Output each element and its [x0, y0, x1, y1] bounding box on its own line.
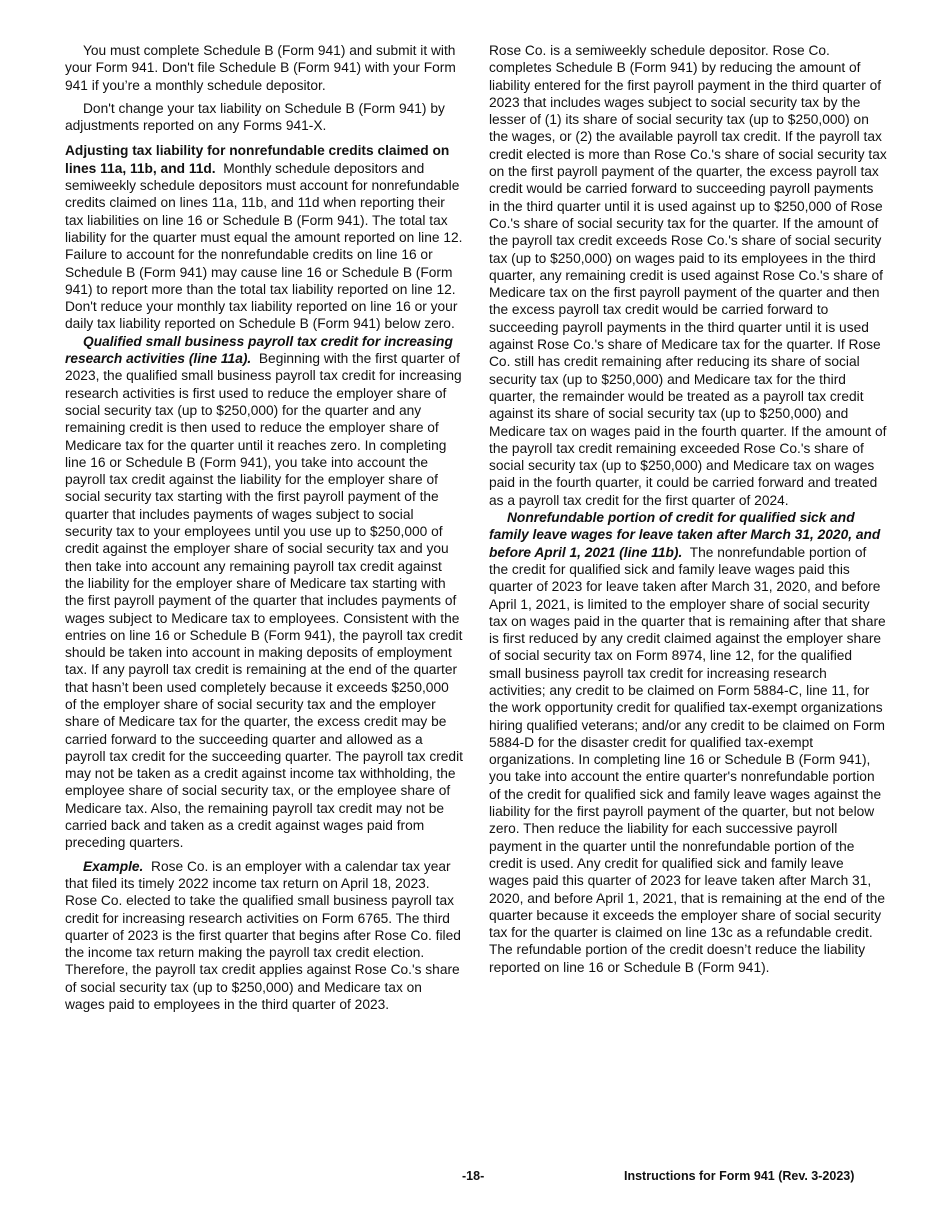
form-title: Instructions for Form 941 (Rev. 3-2023)	[624, 1169, 855, 1183]
research-credit-paragraph	[65, 333, 463, 852]
example-paragraph	[65, 858, 463, 1014]
sick-leave-credit-heading: Nonrefundable portion of credit for qualified sick and family leave wages for leave taken after March 31, 2020, and before April 1, 2021 (line 11b).	[489, 510, 881, 560]
sick-leave-credit-body: The nonrefundable portion of the credit for qualified sick and family leave wages paid this quarter of 2023 for leave taken after March 31, 2020, and before April 1, 2021, is limited to the employer share of social security tax on wages paid in the quarter that is remaining after that share is first reduced by any credit claimed against the employer share of social security tax on Form 8974, line 12, for the qualified small business payroll tax credit for increasing research activities; any credit to be claimed on Form 5884-C, line 11, for the work opportunity credit for qualified tax-exempt organizations hiring qualified veterans; and/or any credit to be claimed on Form 5884-D for the disaster credit for qualified tax-exempt organizations. In completing line 16 or Schedule B (Form 941), you take into account the entire quarter's nonrefundable portion of the credit for qualified sick and family leave wages against the liability for the first payroll payment of the quarter, but not below zero. Then reduce the liability for each successive payroll payment in the quarter until the nonrefundable portion of the credit is used. Any credit for qualified sick and family leave wages paid this quarter of 2023 for leave taken after March 31, 2020, and before April 1, 2021, that is remaining at the end of the quarter because it exceeds the employer share of social security tax for the quarter is claimed on line 13c as a refundable credit. The refundable portion of the credit doesn’t reduce the liability reported on line 16 or Schedule B (Form 941).	[489, 544, 886, 975]
adjusting-liability-body: Monthly schedule depositors and semiweekly schedule depositors must account for nonrefundable credits claimed on lines 11a, 11b, and 11d when reporting their tax liabilities on line 16 or Schedule B (Form 941). The total tax liability for the quarter must equal the amount reported on line 12. Failure to account for the nonrefundable credits on line 16 or Schedule B (Form 941) may cause line 16 or Schedule B (Form 941) to report more than the total tax liability reported on line 12. Don't reduce your monthly tax liability reported on line 16 or your daily tax liability reported on Schedule B (Form 941) below zero.	[65, 160, 463, 332]
schedule-b-paragraph: You must complete Schedule B (Form 941) and submit it with your Form 941. Don't file Schedule B (Form 941) with your Form 941 if you’re a monthly schedule depositor.	[65, 43, 456, 93]
example-body: Rose Co. is an employer with a calendar tax year that filed its timely 2022 income tax return on April 18, 2023. Rose Co. elected to take the qualified small business payroll tax credit for increasing research activities on Form 6765. The third quarter of 2023 is the first quarter that begins after Rose Co. filed the income tax return making the payroll tax credit election. Therefore, the payroll tax credit applies against Rose Co.'s share of social security tax (up to $250,000) and Medicare tax on wages paid to employees in the third quarter of 2023.	[65, 858, 461, 1013]
research-credit-heading: Qualified small business payroll tax credit for increasing research activities (line 11a).	[65, 333, 453, 367]
no-change-paragraph: Don't change your tax liability on Schedule B (Form 941) by adjustments reported on any Forms 941-X.	[65, 100, 445, 134]
sick-leave-credit-paragraph	[489, 509, 887, 976]
rose-co-paragraph: Rose Co. is a semiweekly schedule depositor. Rose Co. completes Schedule B (Form 941) by reducing the amount of liability entered for the first payroll payment in the third quarter of 2023 that includes wages subject to social security tax by the lesser of (1) its share of social security tax (up to $250,000) on the wages, or (2) the available payroll tax credit. If the payroll tax credit elected is more than Rose Co.'s share of social security tax on the first payroll payment of the quarter, the excess payroll tax credit would be carried forward to succeeding payroll payments in the third quarter until it is used against up to $250,000 of Rose Co.'s share of social security tax for the quarter. If the amount of the payroll tax credit exceeds Rose Co.'s share of social security tax (up to $250,000) on wages paid to its employees in the third quarter, any remaining credit is used against Rose Co.'s share of Medicare tax on the first payroll payment of the quarter and then the excess payroll tax credit would be carried forward to succeeding payroll payments in the third quarter until it is used against Rose Co.'s share of Medicare tax for the quarter. If Rose Co. still has credit remaining after reducing its share of social security tax (up to $250,000) and Medicare tax for the third quarter, the remainder would be treated as a payroll tax credit against its share of social security tax (up to $250,000) and Medicare tax on wages paid in the fourth quarter. If the amount of the payroll tax credit remaining exceeded Rose Co.'s share of social security tax (up to $250,000) and Medicare tax on wages paid in the fourth quarter, it could be carried forward and treated as a payroll tax credit for the first quarter of 2024.	[489, 43, 887, 508]
right-column	[489, 42, 887, 976]
research-credit-body: Beginning with the first quarter of 2023, the qualified small business payroll tax credit for increasing research activities is first used to reduce the employer share of social security tax (up to $250,000) for the quarter and any remaining credit is then used to reduce the employer share of Medicare tax for the quarter until it reaches zero. In completing line 16 or Schedule B (Form 941), you take into account the payroll tax credit against the liability for the employer share of social security tax starting with the first payroll payment of the quarter that includes payments of wages subject to social security tax to your employees until you use up to $250,000 of credit against the employer share of social security tax and you then take into account any remaining payroll tax credit against the liability for the employer share of Medicare tax starting with the first payroll payment of the quarter that includes payments of wages subject to Medicare tax to employees. Consistent with the entries on line 16 or Schedule B (Form 941), the payroll tax credit should be taken into account in making deposits of employment tax. If any payroll tax credit is remaining at the end of the quarter that hasn’t been used completely because it exceeds $250,000 of the employer share of social security tax and the employer share of Medicare tax for the quarter, the excess credit may be carried forward to the succeeding quarter and allowed as a payroll tax credit for the succeeding quarter. The payroll tax credit may not be taken as a credit against income tax withholding, the employee share of social security tax, or the employee share of Medicare tax. Also, the remaining payroll tax credit may not be carried back and taken as a credit against wages paid from preceding quarters.	[65, 351, 463, 851]
page-number: -18-	[462, 1169, 485, 1183]
adjusting-liability-paragraph	[65, 142, 463, 332]
example-heading: Example.	[83, 858, 144, 874]
adjusting-liability-heading: Adjusting tax liability for nonrefundable credits claimed on lines 11a, 11b, and 11d.	[65, 143, 450, 176]
left-column	[65, 42, 463, 1013]
